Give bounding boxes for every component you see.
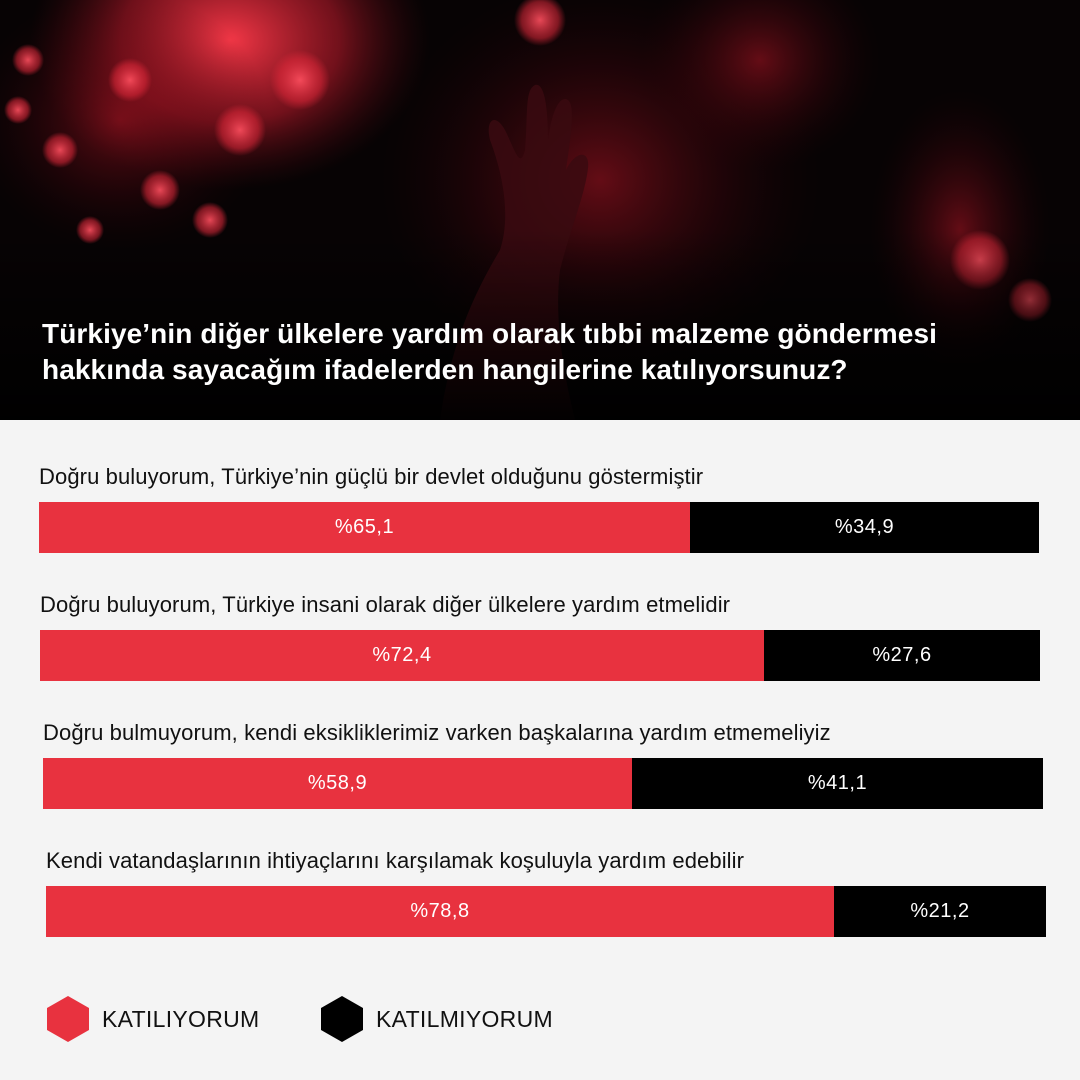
- bar-segment-agree: [39, 502, 690, 553]
- stacked-bar-chart: [0, 420, 1080, 1080]
- hexagon-icon: [320, 995, 364, 1043]
- bar-segment-disagree: [764, 630, 1040, 681]
- data-label-disagree: %27,6: [872, 644, 932, 666]
- hero-banner: [0, 0, 1080, 420]
- bar-segment-disagree: [632, 758, 1043, 809]
- stacked-bar: [43, 758, 1043, 809]
- category-label: Kendi vatandaşlarının ihtiyaçlarını karşılamak koşuluyla yardım edebilir: [46, 848, 745, 873]
- stacked-bar: [46, 886, 1046, 937]
- bar-row: [40, 592, 1040, 702]
- bar-segment-agree: [43, 758, 632, 809]
- data-label-agree: %58,9: [307, 772, 368, 794]
- category-label: Doğru buluyorum, Türkiye insani olarak diğer ülkelere yardım etmelidir: [40, 592, 731, 617]
- category-label: Doğru bulmuyorum, kendi eksikliklerimiz varken başkalarına yardım etmemeliyiz: [43, 720, 831, 745]
- title-line-1: Türkiye’nin diğer ülkelere yardım olarak tıbbi malzeme göndermesi: [42, 318, 938, 349]
- bar-row: [43, 720, 1043, 830]
- legend-item-disagree: [320, 994, 553, 1044]
- data-label-agree: %72,4: [372, 644, 432, 666]
- bar-segment-disagree: [690, 502, 1039, 553]
- data-label-disagree: %21,2: [910, 900, 970, 922]
- page-title: [42, 316, 1042, 389]
- stacked-bar: [40, 630, 1040, 681]
- hexagon-icon: [46, 995, 90, 1043]
- bar-row: [39, 464, 1039, 574]
- bar-segment-agree: [46, 886, 834, 937]
- bar-row: [46, 848, 1046, 958]
- legend-item-agree: [46, 994, 260, 1044]
- bar-segment-agree: [40, 630, 764, 681]
- data-label-agree: %65,1: [334, 516, 395, 538]
- category-label: Doğru buluyorum, Türkiye’nin güçlü bir devlet olduğunu göstermiştir: [39, 464, 704, 489]
- bar-segment-disagree: [834, 886, 1046, 937]
- legend-label-disagree: KATILMIYORUM: [376, 1005, 553, 1032]
- title-line-2: hakkında sayacağım ifadelerden hangilerine katılıyorsunuz?: [42, 354, 848, 386]
- data-label-disagree: %41,1: [807, 772, 868, 794]
- chart-legend: [0, 994, 1080, 1044]
- data-label-disagree: %34,9: [834, 516, 895, 538]
- data-label-agree: %78,8: [410, 900, 470, 922]
- stacked-bar: [39, 502, 1039, 553]
- legend-label-agree: KATILIYORUM: [102, 1005, 260, 1032]
